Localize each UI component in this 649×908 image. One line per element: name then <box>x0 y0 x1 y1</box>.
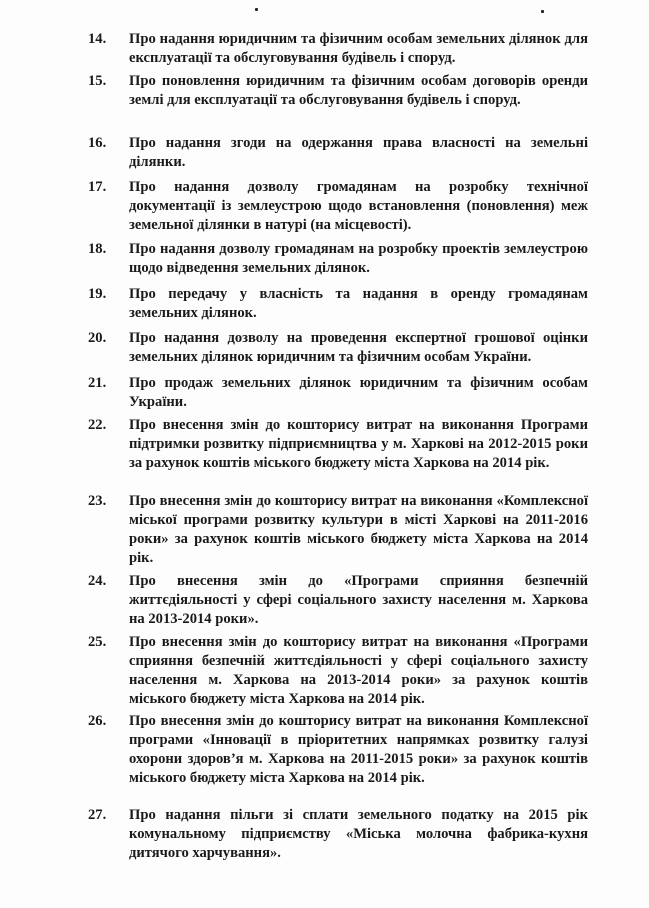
agenda-item <box>88 240 588 278</box>
agenda-item <box>88 712 588 788</box>
item-number: 14. <box>88 31 107 47</box>
item-text: Про надання юридичним та фізичним особам земельних ділянок для експлуатації та обслуговування будівель і споруд. <box>129 31 588 66</box>
item-number: 19. <box>88 286 107 302</box>
item-text: Про поновлення юридичним та фізичним особам договорів оренди землі для експлуатації та обслуговування будівель і споруд. <box>129 73 588 108</box>
agenda-item <box>88 72 588 110</box>
item-number: 17. <box>88 179 107 195</box>
item-text: Про надання дозволу на проведення експертної грошової оцінки земельних ділянок юридичним та фізичним особам України. <box>129 330 588 365</box>
item-number: 20. <box>88 330 107 346</box>
agenda-item <box>88 134 588 172</box>
agenda-item <box>88 285 588 323</box>
agenda-item <box>88 178 588 235</box>
agenda-item <box>88 374 588 412</box>
item-number: 21. <box>88 375 107 391</box>
item-text: Про внесення змін до «Програми сприяння безпечній життєдіяльності у сфері соціального захисту населення м. Харкова на 2013-2014 роки». <box>129 573 588 627</box>
item-text: Про внесення змін до кошторису витрат на виконання «Комплексної міської програми розвитку культури в місті Харкові на 2011-2016 роки» за рахунок коштів міського бюджету міста Харкова на 2014 рік. <box>129 493 588 566</box>
agenda-item <box>88 633 588 709</box>
item-text: Про надання пільги зі сплати земельного податку на 2015 рік комунальному підприємству «Міська молочна фабрика-кухня дитячого харчування». <box>129 807 588 861</box>
agenda-item <box>88 806 588 863</box>
scan-speck <box>255 8 258 11</box>
item-number: 25. <box>88 634 107 650</box>
agenda-item <box>88 30 588 68</box>
agenda-item <box>88 416 588 473</box>
item-number: 15. <box>88 73 107 89</box>
item-text: Про внесення змін до кошторису витрат на виконання Комплексної програми «Інновації в пріоритетних напрямках розвитку галузі охорони здоров’я м. Харкова на 2011-2015 роки» за рахунок коштів міського бюджету міста Харкова на 2014 рік. <box>129 713 588 786</box>
item-number: 18. <box>88 241 107 257</box>
item-number: 24. <box>88 573 107 589</box>
item-text: Про внесення змін до кошторису витрат на виконання «Програми сприяння безпечній життєдіяльності у сфері соціального захисту населення м. Харкова на 2013-2014 роки» за рахунок коштів міського бюджету міста Харкова на 2014 рік. <box>129 634 588 707</box>
item-text: Про надання дозволу громадянам на розробку проектів землеустрою щодо відведення земельних ділянок. <box>129 241 588 276</box>
item-number: 27. <box>88 807 107 823</box>
item-text: Про внесення змін до кошторису витрат на виконання Програми підтримки розвитку підприємництва у м. Харкові на 2012-2015 роки за рахунок коштів міського бюджету міста Харкова на 2014 рік. <box>129 417 588 471</box>
item-number: 16. <box>88 135 107 151</box>
scan-speck <box>541 10 544 13</box>
item-text: Про надання дозволу громадянам на розробку технічної документації із землеустрою щодо встановлення (поновлення) меж земельної ділянки в натурі (на місцевості). <box>129 179 588 233</box>
item-text: Про продаж земельних ділянок юридичним та фізичним особам України. <box>129 375 588 410</box>
agenda-item <box>88 572 588 629</box>
item-text: Про надання згоди на одержання права власності на земельні ділянки. <box>129 135 588 170</box>
item-number: 23. <box>88 493 107 509</box>
item-text: Про передачу у власність та надання в оренду громадянам земельних ділянок. <box>129 286 588 321</box>
agenda-item <box>88 492 588 568</box>
agenda-item <box>88 329 588 367</box>
item-number: 26. <box>88 713 107 729</box>
item-number: 22. <box>88 417 107 433</box>
